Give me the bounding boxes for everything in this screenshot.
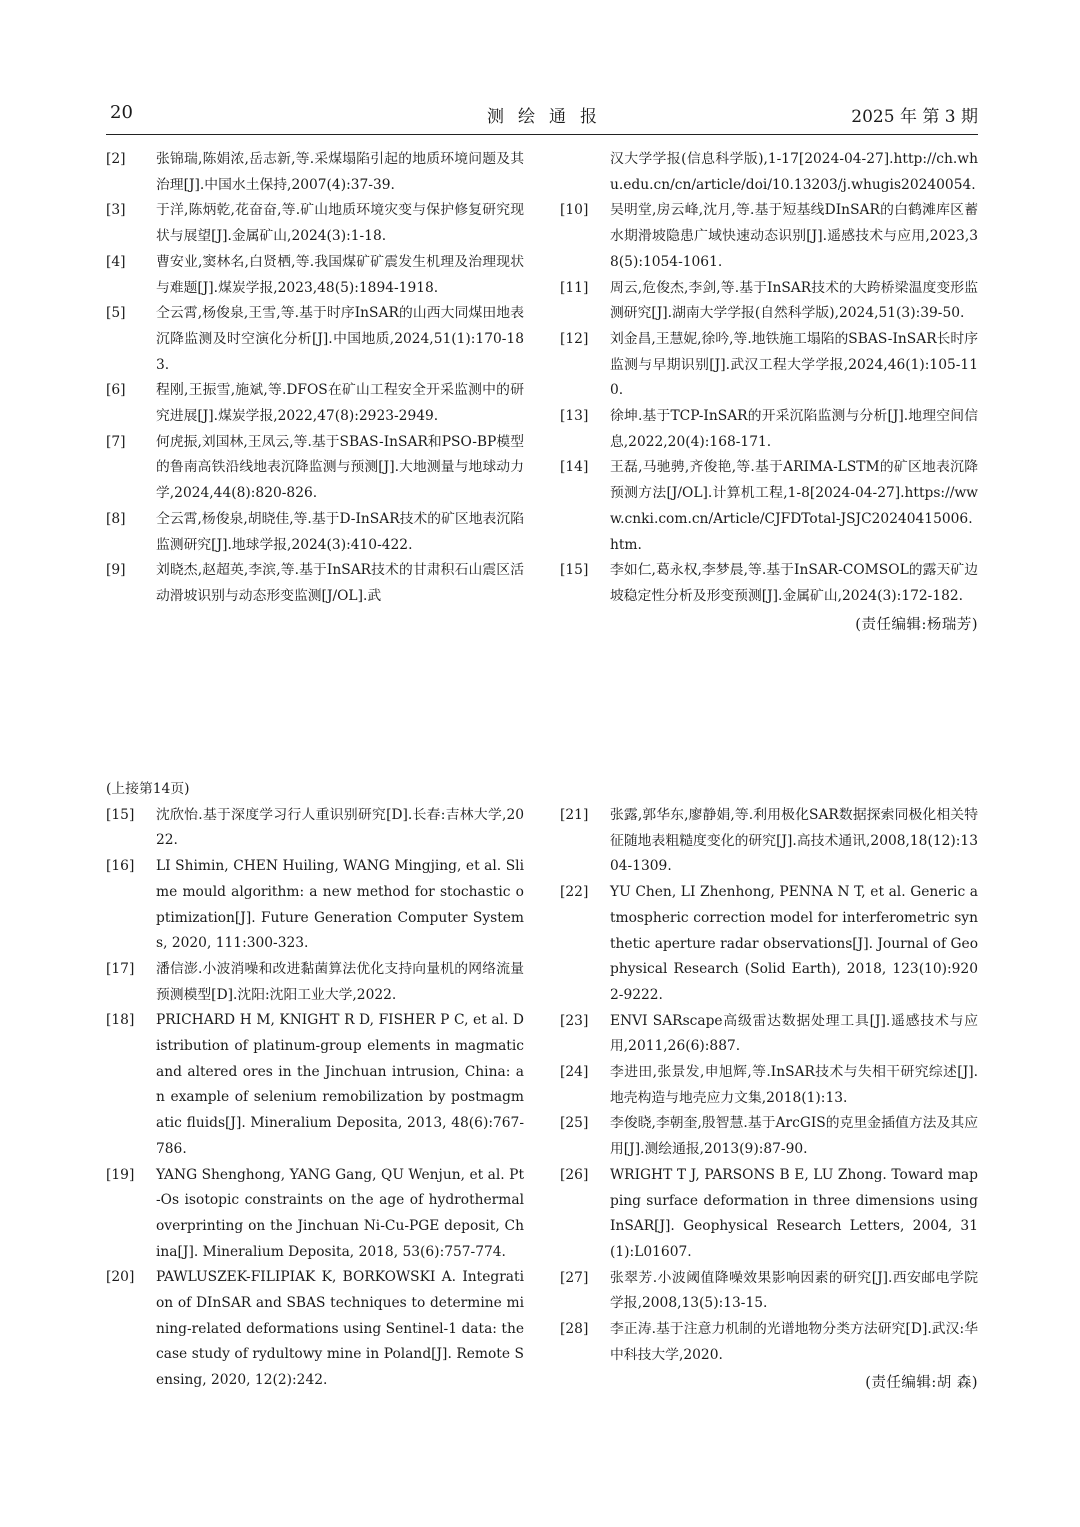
reference-text: PAWLUSZEK-FILIPIAK K, BORKOWSKI A. Integration of DInSAR and SBAS techniques to determine mining-related deformations using Sentinel-1 data: the case study of rydultowy mine in Poland[J]. Remote Sensing, 2020, 12(2):242. [156, 1269, 524, 1389]
reference-number: [25] [560, 1115, 589, 1132]
reference-item [560, 1111, 978, 1162]
reference-item [560, 1060, 978, 1111]
reference-item [560, 558, 978, 609]
reference-item [106, 250, 524, 301]
reference-number: [12] [560, 330, 589, 347]
reference-text: YANG Shenghong, YANG Gang, QU Wenjun, et al. Pt-Os isotopic constraints on the age of hydrothermal overprinting on the Jinchuan Ni-Cu-PGE deposit, China[J]. Mineralium Deposita, 2018, 53(6):757-774. [156, 1166, 524, 1260]
reference-text: LI Shimin, CHEN Huiling, WANG Mingjing, et al. Slime mould algorithm: a new method for stochastic optimization[J]. Future Generation Computer Systems, 2020, 111:300-323. [156, 858, 524, 952]
page-number: 20 [110, 102, 133, 123]
reference-number: [19] [106, 1166, 135, 1183]
references-bottom-right [560, 803, 978, 1396]
journal-title: 测绘通报 [487, 107, 611, 127]
reference-number: [2] [106, 151, 126, 167]
section-divider [106, 756, 978, 760]
reference-number: [13] [560, 408, 589, 425]
reference-text: 张翠芳.小波阈值降噪效果影响因素的研究[J].西安邮电学院学报,2008,13(5):13-15. [610, 1269, 978, 1312]
reference-item [560, 404, 978, 455]
reference-text: PRICHARD H M, KNIGHT R D, FISHER P C, et al. Distribution of platinum-group elements in magmatic and altered ores in the Jinchuan intrusion, China: an example of selenium remobilization by postmagmatic fluids[J]. Mineralium Deposita, 2013, 48(6):767-786. [156, 1012, 524, 1157]
reference-text: 刘晓杰,赵超英,李滨,等.基于InSAR技术的甘肃积石山震区活动滑坡识别与动态形变监测[J/OL].武 [156, 562, 524, 604]
reference-item [106, 854, 524, 957]
reference-number: [16] [106, 858, 135, 875]
reference-text: 吴明堂,房云峰,沈月,等.基于短基线DInSAR的白鹤滩库区蓄水期滑坡隐患广域快速动态识别[J].遥感技术与应用,2023,38(5):1054-1061. [610, 202, 978, 270]
reference-item [106, 430, 524, 507]
reference-number: [28] [560, 1321, 589, 1338]
reference-item [560, 1009, 978, 1060]
reference-item [106, 147, 524, 198]
reference-item [106, 803, 524, 854]
reference-item [106, 1008, 524, 1162]
reference-text: 仝云霄,杨俊泉,王雪,等.基于时序InSAR的山西大同煤田地表沉降监测及时空演化分析[J].中国地质,2024,51(1):170-183. [156, 305, 524, 373]
reference-text: 徐坤.基于TCP-InSAR的开采沉陷监测与分析[J].地理空间信息,2022,20(4):168-171. [610, 408, 978, 450]
reference-item [560, 1266, 978, 1317]
reference-text: WRIGHT T J, PARSONS B E, LU Zhong. Toward mapping surface deformation in three dimensions using InSAR[J]. Geophysical Research Letters, 2004, 31(1):L01607. [610, 1166, 978, 1260]
references-top-left [106, 147, 524, 610]
reference-text: 曹安业,窦林名,白贤栖,等.我国煤矿矿震发生机理及治理现状与难题[J].煤炭学报,2023,48(5):1894-1918. [156, 253, 524, 296]
reference-number: [15] [106, 806, 135, 823]
references-bottom-left [106, 777, 524, 1394]
reference-text: 李进田,张景发,申旭辉,等.InSAR技术与失相干研究综述[J].地壳构造与地壳应力文集,2018(1):13. [610, 1064, 978, 1106]
reference-text: 刘金昌,王慧妮,徐吟,等.地铁施工塌陷的SBAS-InSAR长时序监测与早期识别[J].武汉工程大学学报,2024,46(1):105-110. [610, 330, 978, 399]
reference-number: [21] [560, 807, 589, 823]
reference-number: [5] [106, 305, 126, 322]
reference-number: [24] [560, 1064, 589, 1081]
continued-note: (上接第14页) [106, 781, 190, 797]
reference-text: 于洋,陈炳乾,花奋奋,等.矿山地质环境灾变与保护修复研究现状与展望[J].金属矿山,2024(3):1-18. [156, 202, 524, 245]
reference-item [560, 1317, 978, 1368]
reference-item [560, 1163, 978, 1266]
reference-number: [8] [106, 510, 126, 527]
reference-item [106, 378, 524, 429]
reference-text: 李俊晓,李朝奎,殷智慧.基于ArcGIS的克里金插值方法及其应用[J].测绘通报,2013(9):87-90. [610, 1115, 978, 1158]
reference-number: [14] [560, 459, 589, 476]
page-header [106, 102, 978, 128]
reference-number: [23] [560, 1012, 589, 1029]
reference-number: [11] [560, 279, 589, 296]
reference-number: [7] [106, 433, 126, 450]
reference-text: 潘信澎.小波消噪和改进黏菌算法优化支持向量机的网络流量预测模型[D].沈阳:沈阳工业大学,2022. [156, 960, 524, 1003]
reference-text: 李正涛.基于注意力机制的光谱地物分类方法研究[D].武汉:华中科技大学,2020. [610, 1321, 978, 1363]
reference-number: [26] [560, 1166, 589, 1183]
header-rule [106, 134, 978, 135]
reference-item [106, 1265, 524, 1394]
reference-number: [3] [106, 202, 126, 219]
responsible-editor: (责任编辑:杨瑞芳) [855, 616, 978, 633]
reference-item [560, 276, 978, 327]
reference-text: 周云,危俊杰,李剑,等.基于InSAR技术的大跨桥梁温度变形监测研究[J].湖南大学学报(自然科学版),2024,51(3):39-50. [610, 279, 978, 322]
reference-item [560, 327, 978, 404]
reference-text: 仝云霄,杨俊泉,胡晓佳,等.基于D-InSAR技术的矿区地表沉陷监测研究[J].地球学报,2024(3):410-422. [156, 510, 524, 553]
reference-text: 李如仁,葛永权,李梦晨,等.基于InSAR-COMSOL的露天矿边坡稳定性分析及形变预测[J].金属矿山,2024(3):172-182. [610, 562, 978, 604]
reference-item [560, 880, 978, 1009]
reference-number: [18] [106, 1012, 135, 1029]
reference-number: [15] [560, 562, 589, 579]
reference-number: [6] [106, 382, 126, 399]
reference-text: ENVI SARscape高级雷达数据处理工具[J].遥感技术与应用,2011,26(6):887. [610, 1012, 978, 1055]
references-top-right [560, 147, 978, 638]
reference-text: 程刚,王振雪,施斌,等.DFOS在矿山工程安全开采监测中的研究进展[J].煤炭学报,2022,47(8):2923-2949. [156, 382, 524, 425]
reference-item [106, 301, 524, 378]
reference-number: [4] [106, 253, 126, 270]
reference-text: 张露,郭华东,廖静娟,等.利用极化SAR数据探索同极化相关特征随地表粗糙度变化的研究[J].高技术通讯,2008,18(12):1304-1309. [610, 807, 978, 875]
reference-item [106, 558, 524, 609]
reference-number: [17] [106, 960, 135, 977]
reference-number: [27] [560, 1269, 589, 1286]
reference-number: [9] [106, 562, 126, 579]
reference-number: [10] [560, 202, 589, 219]
reference-item [560, 198, 978, 275]
reference-text: 何虎振,刘国林,王凤云,等.基于SBAS-InSAR和PSO-BP模型的鲁南高铁沿线地表沉降监测与预测[J].大地测量与地球动力学,2024,44(8):820-826. [156, 433, 524, 502]
reference-continuation: 汉大学学报(信息科学版),1-17[2024-04-27].http://ch.whu.edu.cn/cn/article/doi/10.13203/j.whugis20240054. [610, 151, 978, 193]
reference-item [560, 455, 978, 558]
reference-text: 张锦瑞,陈娟浓,岳志新,等.采煤塌陷引起的地质环境问题及其治理[J].中国水土保持,2007(4):37-39. [156, 151, 524, 193]
responsible-editor: (责任编辑:胡 森) [865, 1375, 978, 1392]
reference-item [106, 957, 524, 1008]
reference-item [560, 803, 978, 880]
reference-text: 王磊,马驰骋,齐俊艳,等.基于ARIMA-LSTM的矿区地表沉降预测方法[J/OL].计算机工程,1-8[2024-04-27].https://www.cnki.com.cn/Article/CJFDTotal-JSJC20240415006.htm. [610, 459, 978, 553]
reference-item [106, 507, 524, 558]
reference-item [106, 1163, 524, 1266]
reference-number: [22] [560, 884, 589, 901]
reference-item [106, 198, 524, 249]
reference-text: 沈欣怡.基于深度学习行人重识别研究[D].长春:吉林大学,2022. [156, 806, 524, 849]
reference-text: YU Chen, LI Zhenhong, PENNA N T, et al. Generic atmospheric correction model for interferometric synthetic aperture radar observations[J]. Journal of Geophysical Research (Solid Earth), 2018, 123(10):9202-9222. [610, 884, 978, 1003]
reference-number: [20] [106, 1269, 135, 1286]
issue-label: 2025 年 第 3 期 [851, 107, 978, 127]
